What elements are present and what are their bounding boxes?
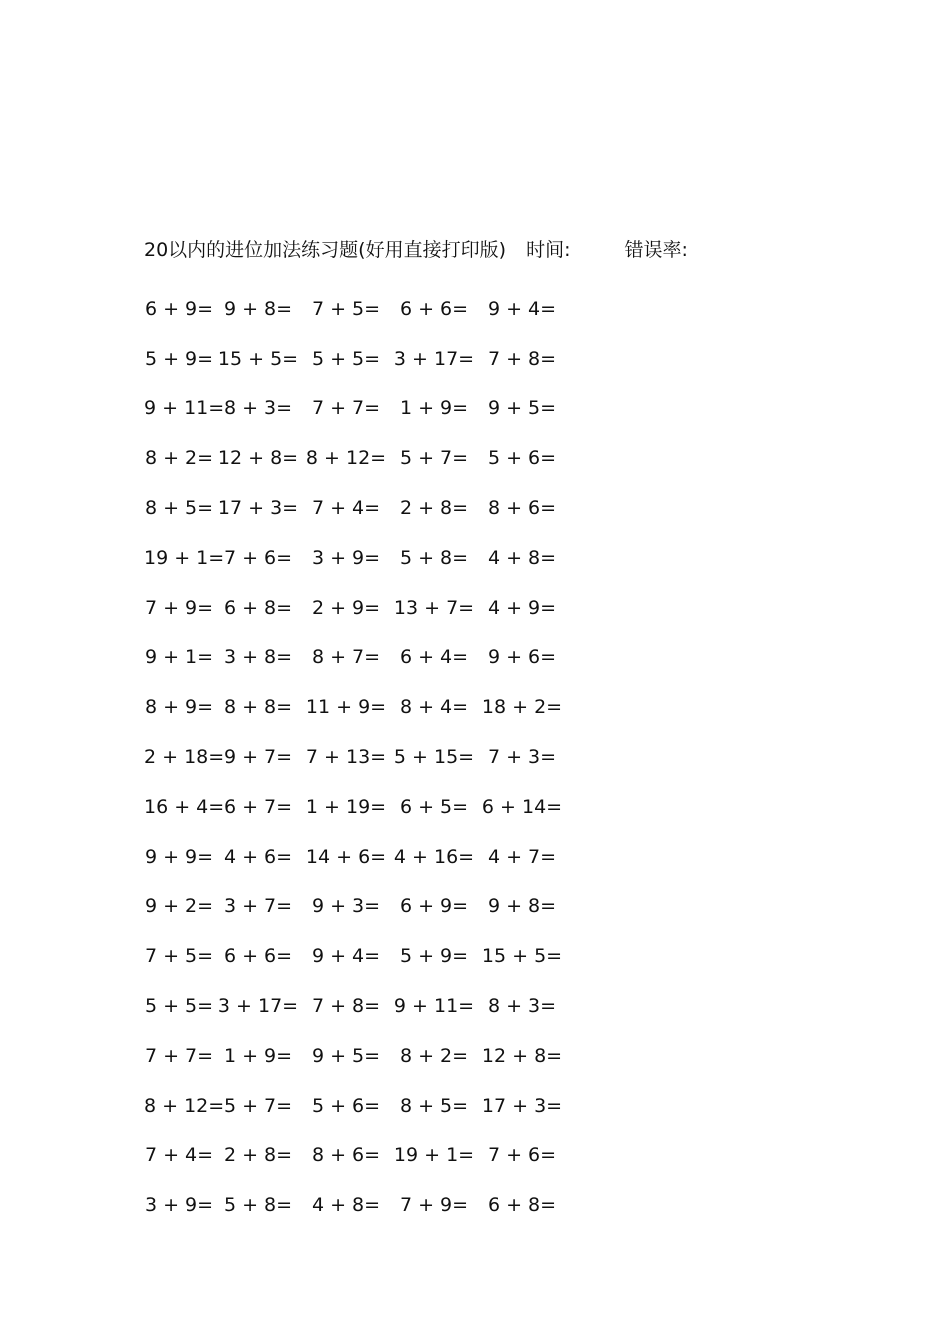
- addition-problem: 3 + 7=: [223, 895, 293, 918]
- problem-row: [144, 782, 664, 832]
- addition-problem: 9 + 1=: [144, 646, 214, 669]
- addition-problem: 19 + 1=: [393, 1144, 475, 1167]
- addition-problem: 7 + 4=: [311, 497, 381, 520]
- addition-problem: 5 + 9=: [144, 347, 214, 370]
- addition-problem: 7 + 4=: [144, 1144, 214, 1167]
- addition-problem: 9 + 3=: [311, 895, 381, 918]
- addition-problem: 5 + 5=: [311, 347, 381, 370]
- problem-row: [144, 832, 664, 882]
- addition-problem: 12 + 8=: [481, 1044, 563, 1067]
- addition-problem: 6 + 6=: [399, 297, 469, 320]
- addition-problem: 9 + 5=: [311, 1044, 381, 1067]
- addition-problem: 7 + 9=: [144, 596, 214, 619]
- addition-problem: 7 + 7=: [144, 1044, 214, 1067]
- addition-problem: 7 + 5=: [311, 297, 381, 320]
- addition-problem: 8 + 5=: [399, 1094, 469, 1117]
- addition-problem: 6 + 8=: [487, 1194, 557, 1217]
- addition-problem: 5 + 6=: [311, 1094, 381, 1117]
- addition-problem: 12 + 8=: [217, 447, 299, 470]
- addition-problem: 5 + 9=: [399, 945, 469, 968]
- addition-problem: 6 + 9=: [144, 297, 214, 320]
- problem-row: [144, 583, 664, 633]
- addition-problem: 14 + 6=: [305, 845, 387, 868]
- addition-problem: 2 + 18=: [144, 746, 225, 769]
- addition-problem: 8 + 5=: [144, 497, 214, 520]
- problem-row: [144, 732, 664, 782]
- addition-problem: 7 + 7=: [311, 397, 381, 420]
- problem-row: [144, 483, 664, 533]
- addition-problem: 5 + 6=: [487, 447, 557, 470]
- addition-problem: 15 + 5=: [481, 945, 563, 968]
- addition-problem: 5 + 8=: [223, 1194, 293, 1217]
- addition-problem: 8 + 9=: [144, 696, 214, 719]
- addition-problem: 7 + 6=: [487, 1144, 557, 1167]
- addition-problem: 4 + 9=: [487, 596, 557, 619]
- addition-problem: 19 + 1=: [144, 546, 225, 569]
- addition-problem: 4 + 7=: [487, 845, 557, 868]
- problem-row: [144, 533, 664, 583]
- addition-problem: 11 + 9=: [305, 696, 387, 719]
- addition-problem: 1 + 9=: [399, 397, 469, 420]
- problem-row: [144, 1131, 664, 1181]
- addition-problem: 8 + 8=: [223, 696, 293, 719]
- addition-problem: 8 + 7=: [311, 646, 381, 669]
- worksheet-header: [144, 236, 688, 264]
- addition-problem: 2 + 8=: [223, 1144, 293, 1167]
- addition-problem: 9 + 7=: [223, 746, 293, 769]
- addition-problem: 8 + 2=: [144, 447, 214, 470]
- addition-problem: 9 + 5=: [487, 397, 557, 420]
- addition-problem: 9 + 11=: [393, 995, 475, 1018]
- addition-problem: 16 + 4=: [144, 795, 225, 818]
- problem-row: [144, 334, 664, 384]
- addition-problem: 13 + 7=: [393, 596, 475, 619]
- addition-problem: 3 + 9=: [144, 1194, 214, 1217]
- addition-problem: 9 + 8=: [487, 895, 557, 918]
- addition-problem: 3 + 17=: [217, 995, 299, 1018]
- problem-row: [144, 682, 664, 732]
- addition-problem: 3 + 8=: [223, 646, 293, 669]
- addition-problem: 8 + 6=: [311, 1144, 381, 1167]
- problem-row: [144, 882, 664, 932]
- addition-problem: 1 + 19=: [305, 795, 387, 818]
- addition-problem: 1 + 9=: [223, 1044, 293, 1067]
- addition-problem: 5 + 5=: [144, 995, 214, 1018]
- problem-row: [144, 981, 664, 1031]
- addition-problem: 6 + 14=: [481, 795, 563, 818]
- addition-problem: 5 + 7=: [223, 1094, 293, 1117]
- addition-problem: 9 + 9=: [144, 845, 214, 868]
- addition-problem: 9 + 6=: [487, 646, 557, 669]
- problem-row: [144, 384, 664, 434]
- addition-problem: 8 + 2=: [399, 1044, 469, 1067]
- addition-problem: 3 + 9=: [311, 546, 381, 569]
- addition-problem: 8 + 12=: [305, 447, 387, 470]
- addition-problem: 17 + 3=: [481, 1094, 563, 1117]
- addition-problem: 7 + 13=: [305, 746, 387, 769]
- addition-problem: 8 + 3=: [223, 397, 293, 420]
- addition-problem: 4 + 8=: [311, 1194, 381, 1217]
- addition-problem: 9 + 11=: [144, 397, 225, 420]
- addition-problem: 4 + 8=: [487, 546, 557, 569]
- addition-problem: 9 + 4=: [487, 297, 557, 320]
- addition-problem: 8 + 12=: [144, 1094, 225, 1117]
- problem-row: [144, 1031, 664, 1081]
- addition-problem: 2 + 8=: [399, 497, 469, 520]
- addition-problem: 6 + 4=: [399, 646, 469, 669]
- problem-row: [144, 284, 664, 334]
- addition-problem: 5 + 7=: [399, 447, 469, 470]
- problem-row: [144, 931, 664, 981]
- problem-row: [144, 633, 664, 683]
- addition-problem: 3 + 17=: [393, 347, 475, 370]
- addition-problem: 2 + 9=: [311, 596, 381, 619]
- problem-row: [144, 433, 664, 483]
- time-label: 时间:: [526, 239, 571, 261]
- addition-problem: 5 + 8=: [399, 546, 469, 569]
- addition-problem: 6 + 7=: [223, 795, 293, 818]
- addition-problem: 6 + 6=: [223, 945, 293, 968]
- addition-problem: 7 + 9=: [399, 1194, 469, 1217]
- worksheet-title: 20以内的进位加法练习题(好用直接打印版): [144, 239, 507, 261]
- addition-problem: 4 + 6=: [223, 845, 293, 868]
- addition-problem: 6 + 5=: [399, 795, 469, 818]
- problem-row: [144, 1180, 664, 1230]
- addition-problem: 8 + 4=: [399, 696, 469, 719]
- addition-problem: 9 + 8=: [223, 297, 293, 320]
- addition-problem: 17 + 3=: [217, 497, 299, 520]
- addition-problem: 9 + 4=: [311, 945, 381, 968]
- addition-problem: 7 + 8=: [487, 347, 557, 370]
- problem-grid: [144, 284, 664, 1230]
- problem-row: [144, 1081, 664, 1131]
- addition-problem: 7 + 3=: [487, 746, 557, 769]
- addition-problem: 5 + 15=: [393, 746, 475, 769]
- addition-problem: 8 + 6=: [487, 497, 557, 520]
- addition-problem: 6 + 9=: [399, 895, 469, 918]
- addition-problem: 4 + 16=: [393, 845, 475, 868]
- addition-problem: 18 + 2=: [481, 696, 563, 719]
- addition-problem: 6 + 8=: [223, 596, 293, 619]
- addition-problem: 7 + 6=: [223, 546, 293, 569]
- addition-problem: 7 + 5=: [144, 945, 214, 968]
- addition-problem: 7 + 8=: [311, 995, 381, 1018]
- addition-problem: 15 + 5=: [217, 347, 299, 370]
- addition-problem: 8 + 3=: [487, 995, 557, 1018]
- error-rate-label: 错误率:: [624, 239, 688, 261]
- addition-problem: 9 + 2=: [144, 895, 214, 918]
